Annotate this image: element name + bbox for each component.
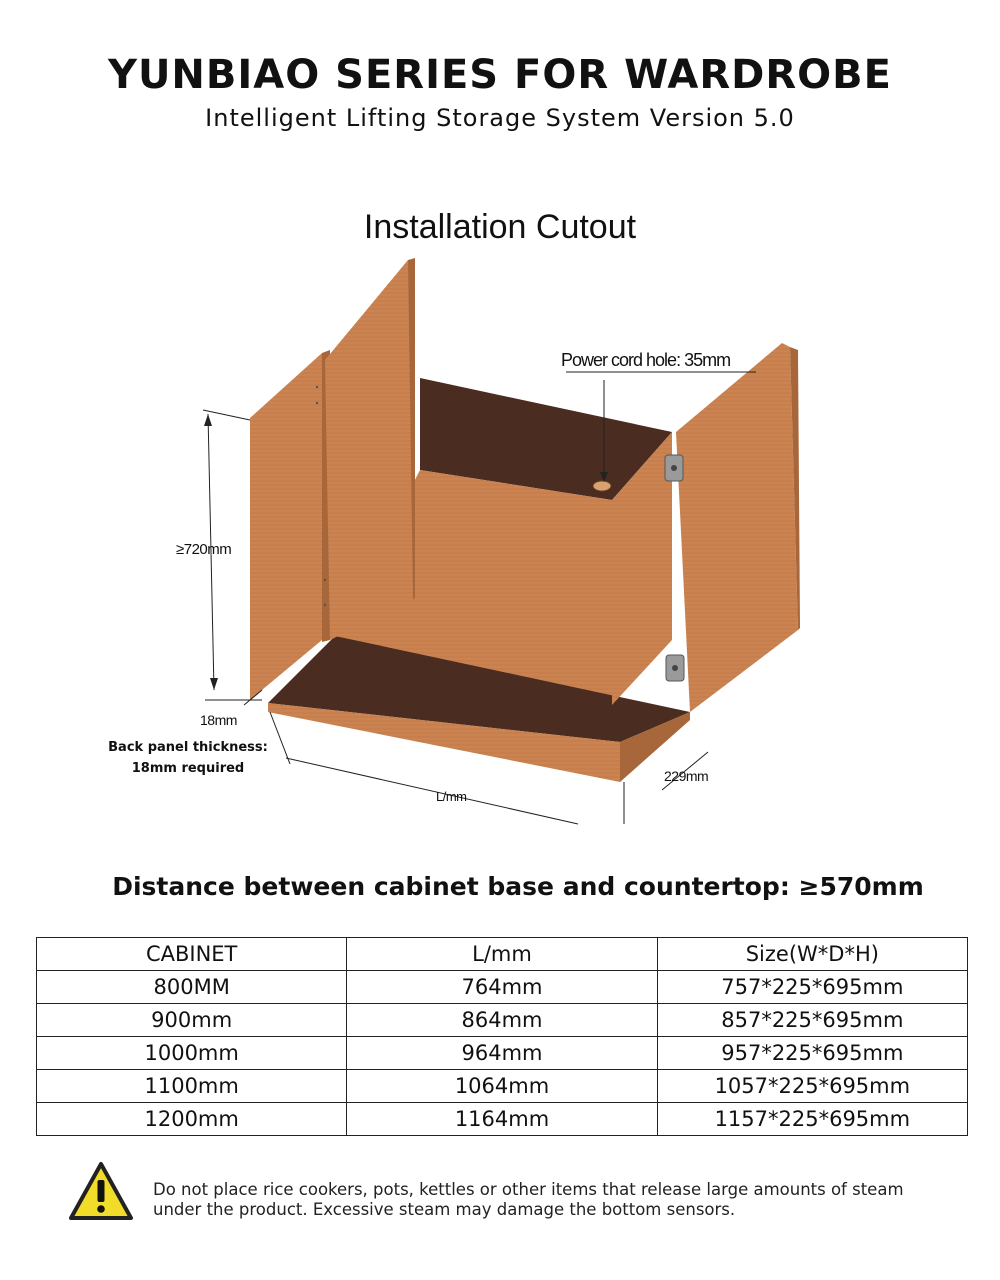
length-label: L/mm (436, 789, 467, 804)
diagram-title: Installation Cutout (363, 208, 637, 246)
table-cell: 1064mm (347, 1070, 657, 1103)
table-row (37, 1037, 968, 1070)
table-row (37, 971, 968, 1004)
table-row (37, 1103, 968, 1136)
warning-line1: Do not place rice cookers, pots, kettles or other items that release large amounts of steam (153, 1180, 904, 1199)
hinge-top-icon (665, 455, 683, 481)
height-label: ≥720mm (176, 541, 232, 558)
warning-line2: under the product. Excessive steam may damage the bottom sensors. (153, 1200, 736, 1219)
back-panel-note-line1: Back panel thickness: (108, 740, 268, 755)
table-row (37, 1070, 968, 1103)
table-cell: 1200mm (37, 1103, 347, 1136)
power-cord-hole (593, 481, 611, 491)
back-panel-note (98, 737, 278, 779)
back-panel-note-line2: 18mm required (131, 761, 245, 776)
table-cell: 964mm (347, 1037, 657, 1070)
table-row (37, 1004, 968, 1037)
distance-requirement: Distance between cabinet base and countertop: ≥570mm (112, 872, 924, 901)
table-cell: 957*225*695mm (657, 1037, 967, 1070)
table-cell: 864mm (347, 1004, 657, 1037)
table-cell: 1164mm (347, 1103, 657, 1136)
left-outer-panel (250, 353, 322, 700)
table-cell: 1100mm (37, 1070, 347, 1103)
table-cell: 800MM (37, 971, 347, 1004)
warning-text (153, 1180, 973, 1220)
warning-triangle-icon (68, 1160, 134, 1222)
panel-thickness-label: 18mm (200, 712, 237, 728)
table-cell: 764mm (347, 971, 657, 1004)
table-cell: 857*225*695mm (657, 1004, 967, 1037)
column-header: CABINET (37, 938, 347, 971)
page-subtitle: Intelligent Lifting Storage System Version 5.0 (205, 104, 795, 132)
column-header: L/mm (347, 938, 657, 971)
table-cell: 757*225*695mm (657, 971, 967, 1004)
table-header-row (37, 938, 968, 971)
hinge-bottom-icon (666, 655, 684, 681)
depth-label: 229mm (664, 768, 709, 784)
page-title: YUNBIAO SERIES FOR WARDROBE (107, 52, 892, 98)
table-cell: 900mm (37, 1004, 347, 1037)
left-inner-panel (325, 260, 413, 640)
right-door (676, 343, 798, 712)
power-cord-label: Power cord hole: 35mm (561, 350, 731, 370)
column-header: Size(W*D*H) (657, 938, 967, 971)
table-cell: 1000mm (37, 1037, 347, 1070)
table-cell: 1157*225*695mm (657, 1103, 967, 1136)
table-cell: 1057*225*695mm (657, 1070, 967, 1103)
spec-table (36, 937, 968, 1136)
